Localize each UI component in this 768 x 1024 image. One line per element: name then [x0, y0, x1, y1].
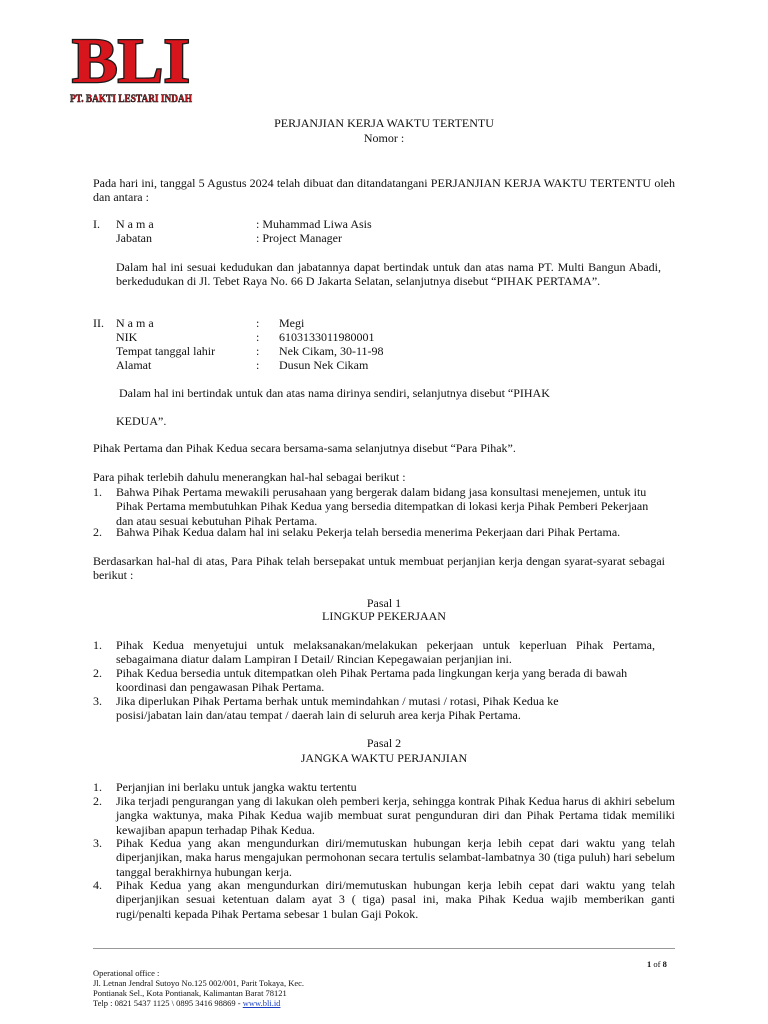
intro-paragraph: Pada hari ini, tanggal 5 Agustus 2024 telah dibuat dan ditandatangani PERJANJIAN KERJA WAKTU TERTENTU oleh dan antara : — [93, 176, 675, 205]
footer-contact — [93, 998, 280, 1008]
pasal1-item: Jika diperlukan Pihak Pertama berhak untuk memindahkan / mutasi / rotasi, Pihak Kedua ke posisi/jabatan lain dan/atau tempat / daerah lain di seluruh area kerja Pihak Pertama. — [116, 694, 559, 723]
party1-description: Dalam hal ini sesuai kedudukan dan jabatannya dapat bertindak untuk dan atas nama PT. Multi Bangun Abadi, berkedudukan di Jl. Tebet Raya No. 66 D Jakarta Selatan, selanjutnya disebut “PIHAK PERTAMA”. — [116, 260, 661, 289]
recitals-intro: Para pihak terlebih dahulu menerangkan hal-hal sebagai berikut : — [93, 470, 406, 484]
footer-office-label: Operational office : — [93, 968, 160, 978]
pasal2-item: Pihak Kedua yang akan mengundurkan diri/memutuskan hubungan kerja lebih cepat dari waktu yang telah diperjanjikan sesuai ketentuan dalam ayat 3 ( tiga) pasal ini, maka Pihak Kedua wajib memberikan ganti rugi/penalti kepada Pihak Pertama sebesar 1 bulan Gaji Pokok. — [116, 878, 675, 921]
party2-address-colon: : — [256, 358, 260, 372]
recital-item: Bahwa Pihak Kedua dalam hal ini selaku Pekerja telah bersedia menerima Pekerjaan dari Pihak Pertama. — [116, 525, 621, 539]
party2-description-cont: KEDUA”. — [116, 414, 167, 428]
recital-number: 2. — [93, 525, 102, 539]
party2-birth-colon: : — [256, 344, 260, 358]
footer-address-line2: Pontianak Sel., Kota Pontianak, Kalimantan Barat 78121 — [93, 988, 287, 998]
pasal1-item: Pihak Kedua menyetujui untuk melaksanakan/melakukan pekerjaan untuk keperluan Pihak Pertama, sebagaimana diatur dalam Lampiran I Detail/ Rincian Kepegawaian perjanjian ini. — [116, 638, 655, 667]
party2-nik-colon: : — [256, 330, 260, 344]
pasal2-item-number: 1. — [93, 780, 102, 794]
party1-name-value: : Muhammad Liwa Asis — [256, 217, 372, 231]
party1-name-label: N a m a — [116, 217, 154, 231]
agreement-intro: Berdasarkan hal-hal di atas, Para Pihak telah bersepakat untuk membuat perjanjian kerja dengan syarat-syarat sebagai berikut : — [93, 554, 665, 583]
party2-nik-label: NIK — [116, 330, 138, 344]
pasal1-item: Pihak Kedua bersedia untuk ditempatkan oleh Pihak Pertama pada lingkungan kerja yang berada di bawah koordinasi dan pengawasan Pihak Pertama. — [116, 666, 628, 695]
party1-position-label: Jabatan — [116, 231, 152, 245]
pasal1-heading: Pasal 1 — [366, 596, 402, 610]
pasal2-heading: Pasal 2 — [366, 736, 402, 750]
party2-birth-value: Nek Cikam, 30-11-98 — [279, 344, 384, 358]
pasal1-item-number: 2. — [93, 666, 102, 680]
pasal1-item-number: 3. — [93, 694, 102, 708]
pasal2-item: Pihak Kedua yang akan mengundurkan diri/memutuskan hubungan kerja lebih cepat dari waktu yang telah diperjanjikan, maka harus mengajukan permohonan secara tertulis selambat-lambatnya 30 (tiga puluh) hari sebelum tanggal berakhirnya hubungan kerja. — [116, 836, 675, 879]
pasal2-item-number: 3. — [93, 836, 102, 850]
recital-item: Bahwa Pihak Pertama mewakili perusahaan yang bergerak dalam bidang jasa konsultasi menejemen, untuk itu Pihak Pertama membutuhkan Pihak Kedua yang bersedia ditempatkan di lokasi kerja Pihak Pemberi Pekerjaan dan atau sesuai kebutuhan Pihak Pertama. — [116, 485, 649, 528]
para-pihak-paragraph: Pihak Pertama dan Pihak Kedua secara bersama-sama selanjutnya disebut “Para Pihak”. — [93, 441, 516, 455]
party2-numeral: II. — [93, 316, 104, 330]
document-number: Nomor : — [363, 131, 405, 145]
party2-name-value: Megi — [279, 316, 305, 330]
party2-name-label: N a m a — [116, 316, 154, 330]
pasal2-item: Perjanjian ini berlaku untuk jangka waktu tertentu — [116, 780, 357, 794]
party2-name-colon: : — [256, 316, 260, 330]
company-logo — [68, 24, 196, 108]
party2-address-value: Dusun Nek Cikam — [279, 358, 369, 372]
pasal1-title: LINGKUP PEKERJAAN — [322, 609, 446, 623]
party2-birth-label: Tempat tanggal lahir — [116, 344, 216, 358]
pasal2-title: JANGKA WAKTU PERJANJIAN — [300, 751, 468, 765]
footer-divider — [93, 948, 675, 949]
party2-nik-value: 6103133011980001 — [279, 330, 375, 344]
footer-address-line1: Jl. Letnan Jendral Sutoyo No.125 002/001, Parit Tokaya, Kec. — [93, 978, 305, 988]
pasal2-item-number: 4. — [93, 878, 102, 892]
pasal2-item-number: 2. — [93, 794, 102, 808]
pasal1-item-number: 1. — [93, 638, 102, 652]
website-link[interactable]: www.bli.id — [242, 998, 281, 1008]
page-of: of — [653, 959, 661, 969]
pasal2-item: Jika terjadi pengurangan yang di lakukan oleh pemberi kerja, sehingga kontrak Pihak Kedua harus di akhiri sebelum jangka waktunya, maka Pihak Kedua wajib membuat surat pengunduran diri dan Pihak Pertama tidak memiliki kewajiban apapun terhadap Pihak Kedua. — [116, 794, 675, 837]
svg-text:PT. BAKTI LESTARI INDAH: PT. BAKTI LESTARI INDAH — [70, 91, 193, 105]
page-current: 1 — [647, 959, 652, 969]
party2-address-label: Alamat — [116, 358, 152, 372]
svg-text:BLI: BLI — [72, 25, 190, 96]
party1-numeral: I. — [93, 217, 100, 231]
footer-phone: Telp : 0821 5437 1125 \ 0895 3416 98869 - — [93, 998, 243, 1008]
page-total: 8 — [662, 959, 667, 969]
recital-number: 1. — [93, 485, 102, 499]
document-title: PERJANJIAN KERJA WAKTU TERTENTU — [274, 116, 494, 130]
party2-description: Dalam hal ini bertindak untuk dan atas nama dirinya sendiri, selanjutnya disebut “PIHAK — [119, 386, 550, 400]
party1-position-value: : Project Manager — [256, 231, 342, 245]
page-number — [647, 959, 667, 969]
